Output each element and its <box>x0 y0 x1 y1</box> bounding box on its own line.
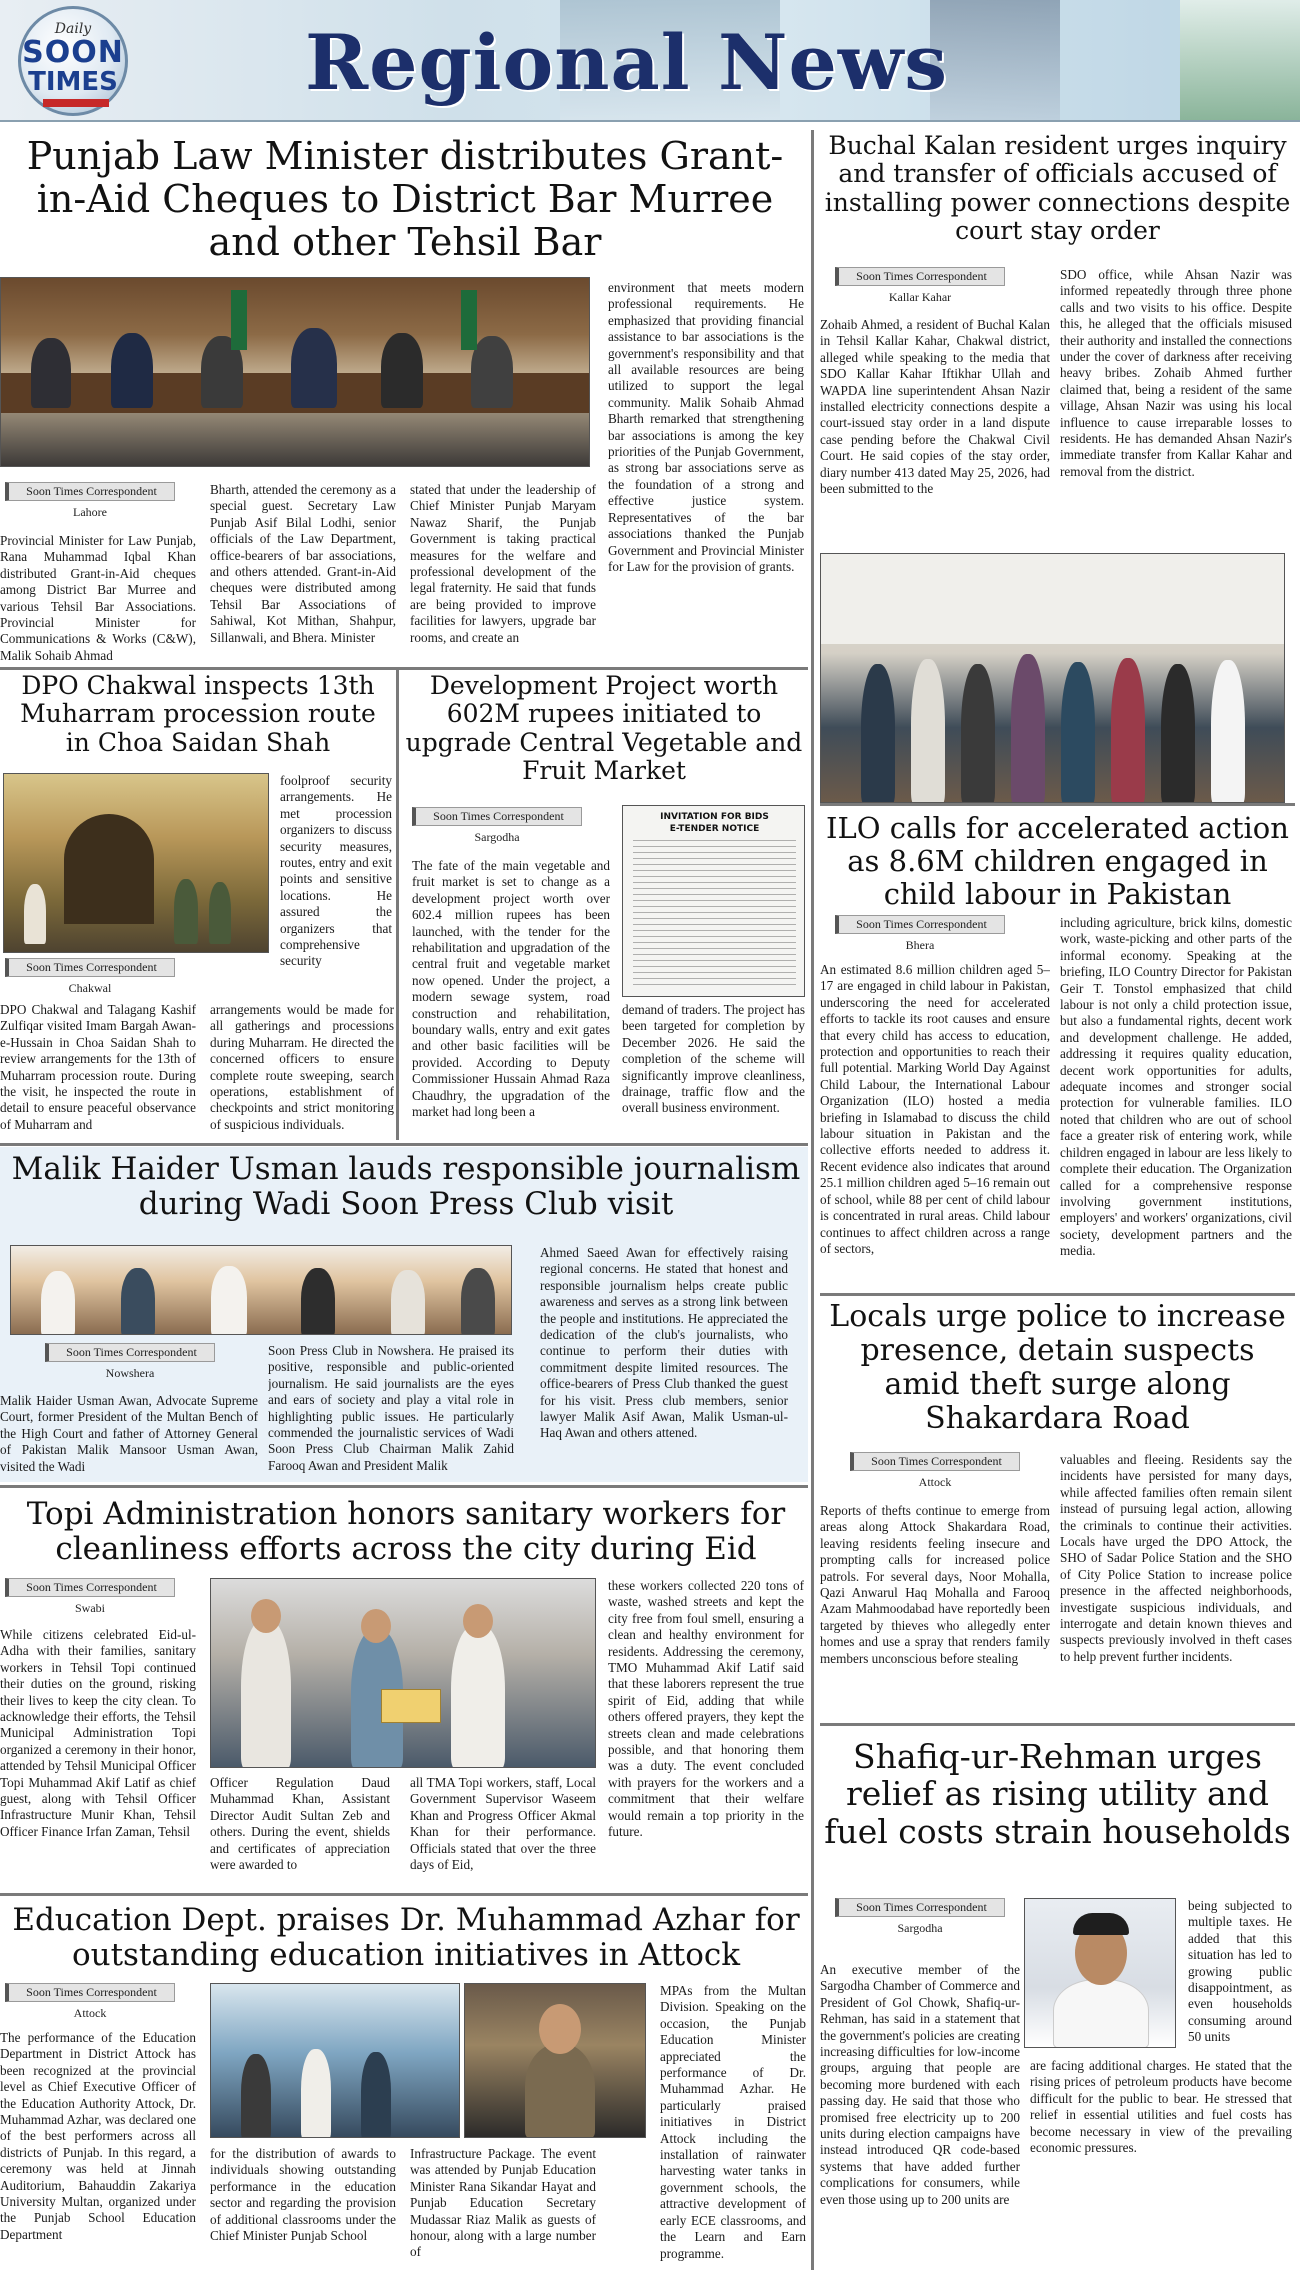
shafiq-byline-tag: Soon Times Correspondent <box>835 1898 1005 1917</box>
topi-byline <box>5 1578 175 1616</box>
education-col-1: The performance of the Education Department in District Attock has been recognized at the provincial level as Chief Executive Officer of the Education Authority Attock, Dr. Muhammad Azhar, was declared one of the best performers across all districts of Punjab. In this regard, a ceremony was held at Jinnah Auditorium, Bahauddin Zakariya University Multan, organized under the Punjab School Education Department <box>0 2030 196 2242</box>
divider-ilo <box>820 803 1295 806</box>
dev-col-1: The fate of the main vegetable and fruit market is set to change as a development project worth over 602.4 million rupees has been launched, with the tender for the rehabilitation and upgradation of the central fruit and vegetable market now opened. Under the project, a modern sewage system, road construction and rehabilitation, boundary walls, entry and exit gates and other basic facilities will be provided. According to Deputy Commissioner Hussain Ahmad Raza Chaudhry, the upgradation of the market had long been a <box>412 858 610 1120</box>
notice-subtitle: E-TENDER NOTICE <box>669 824 760 834</box>
buchal-headline: Buchal Kalan resident urges inquiry and transfer of officials accused of installing power connections despite court stay order <box>824 131 1291 245</box>
topi-location: Swabi <box>75 1601 105 1615</box>
punjab-headline: Punjab Law Minister distributes Grant-in-Aid Cheques to District Bar Murree and other Tehsil Bar <box>26 134 784 264</box>
education-byline <box>5 1983 175 2021</box>
dpo-location: Chakwal <box>68 981 112 995</box>
malik-col-1: Malik Haider Usman Awan, Advocate Supreme Court, former President of the Multan Bench of the High Court and father of Attorney General of Pakistan Malik Mansoor Usman Awan, visited the Wadi <box>0 1393 258 1474</box>
dpo-col-right: foolproof security arrangements. He met procession organizers to discuss security measures, routes, entry and exit points and sensitive locations. He assured the organizers that comprehensive security <box>280 773 392 969</box>
dev-byline-tag: Soon Times Correspondent <box>412 807 582 826</box>
punjab-meeting-photo <box>0 277 590 467</box>
topi-col-2: Officer Regulation Daud Muhammad Khan, Assistant Director Audit Sultan Zeb and others. During the event, shields and certificates of appreciation were awarded to <box>210 1775 390 1873</box>
shafiq-location: Sargodha <box>897 1921 943 1935</box>
ilo-location: Bhera <box>905 938 935 952</box>
education-col-4: MPAs from the Multan Division. Speaking on the occasion, the Punjab Education Minister appreciated the performance of Dr. Muhammad Azhar. He particularly praised initiatives in District Attock including the installation of rainwater harvesting water tanks in government schools, the attractive development of early ECE classrooms, and the Learn and Earn programme. <box>660 1983 806 2261</box>
dev-headline: Development Project worth 602M rupees initiated to upgrade Central Vegetable and Fruit Market <box>405 671 803 785</box>
malik-byline <box>45 1343 215 1381</box>
dpo-col-left: DPO Chakwal and Talagang Kashif Zulfiqar visited Imam Bargah Awan-e-Hussain in Choa Saidan Shah to review arrangements for the 13th of Muharram procession route. During the visit, he inspected the route in detail to ensure peaceful observance of Muharram and <box>0 1002 196 1132</box>
topi-byline-tag: Soon Times Correspondent <box>5 1578 175 1597</box>
topi-award-photo <box>210 1578 596 1768</box>
ilo-col-2: including agriculture, brick kilns, domestic work, waste-picking and other parts of the informal economy. Speaking at the briefing, ILO Country Director for Pakistan Geir T. Tonstol emphasized that child labour is not only a child protection issue, but also a fundamental rights, decent work and development challenge. He added, addressing it requires quality education, decent work opportunities for adults, adequate incomes and stronger social protection for vulnerable families. ILO noted that children who are out of school face a greater risk of entering work, while children engaged in labour are less likely to complete their education. The Organization called for a comprehensive response involving government institutions, employers' and workers' organizations, civil society, development partners and the media. <box>1060 915 1292 1259</box>
malik-location: Nowshera <box>105 1366 155 1380</box>
notice-title: INVITATION FOR BIDS <box>660 812 769 822</box>
topi-col-1: While citizens celebrated Eid-ul-Adha with their families, sanitary workers in Tehsil Topi continued their duties on the ground, risking their lives to keep the city clean. To acknowledge their efforts, the Tehsil Municipal Administration Topi organized a ceremony in their honor, attended by Tehsil Municipal Officer Topi Muhammad Akif Latif as chief guest, along with Tehsil Officer Infrastructure Munir Khan, Tehsil Officer Finance Irfan Zaman, Tehsil <box>0 1627 196 1839</box>
locals-location: Attock <box>918 1475 952 1489</box>
dev-tender-notice <box>622 805 805 997</box>
education-col-3: Infrastructure Package. The event was attended by Punjab Education Minister Rana Sikandar Hayat and Punjab Education Secretary Mudassar Riaz Malik as guests of honour, along with a large number of <box>410 2146 596 2260</box>
ilo-group-photo <box>820 553 1285 803</box>
logo-daily-text: Daily <box>54 21 92 37</box>
ilo-byline <box>835 915 1005 953</box>
malik-headline: Malik Haider Usman lauds responsible journalism during Wadi Soon Press Club visit <box>11 1151 801 1223</box>
education-byline-tag: Soon Times Correspondent <box>5 1983 175 2002</box>
dpo-headline: DPO Chakwal inspects 13th Muharram procession route in Choa Saidan Shah <box>20 671 376 757</box>
dev-col-2: demand of traders. The project has been targeted for completion by December 2026. He said the completion of the scheme will significantly improve cleanliness, drainage, traffic flow and the overall business environment. <box>622 1002 805 1116</box>
locals-headline: Locals urge police to increase presence, detain suspects amid theft surge along Shakardara Road <box>829 1299 1286 1436</box>
shafiq-byline <box>835 1898 1005 1936</box>
dpo-shrine-photo <box>3 773 269 953</box>
shafiq-col-1: An executive member of the Sargodha Chamber of Commerce and President of Gol Chowk, Shafiq-ur-Rehman, has said in a statement that the government's policies are creating increasing difficulties for low-income groups, arguing that people are becoming more burdened with each passing day. He said that those who promised free electricity up to 200 units during election campaigns have instead introduced QR code-based systems that have added further complications for consumers, while even those using up to 200 units are <box>820 1962 1020 2207</box>
buchal-col-1: Zohaib Ahmed, a resident of Buchal Kalan in Tehsil Kallar Kahar, Chakwal district, alleged while speaking to the media that SDO Kallar Kahar Iftikhar Ullah and WAPDA line superintendent Ahsan Nazir installed electricity connections despite a court-issued stay order in a land dispute case pending before the Chakwal Civil Court. He said copies of the stay order, diary number 413 dated May 25, 2026, had been submitted to the <box>820 317 1050 497</box>
divider-malik-top <box>0 1143 808 1146</box>
shafiq-headline: Shafiq-ur-Rehman urges relief as rising utility and fuel costs strain households <box>824 1737 1291 1851</box>
ilo-col-1: An estimated 8.6 million children aged 5–17 are engaged in child labour in Pakistan, underscoring the need for accelerated efforts to tackle its root causes and ensure that every child has access to education, protection and opportunities to reach their full potential. Marking World Day Against Child Labour, the International Labour Organization (ILO) hosted a media briefing in Islamabad to discuss the child labour situation in Pakistan and the collective efforts needed to address it. Recent evidence also indicates that around 25.1 million children aged 5–16 remain out of school, while 88 per cent of child labour is concentrated in rural areas. Child labour continues to affect children across a range of sectors, <box>820 962 1050 1256</box>
divider-shafiq <box>820 1723 1295 1726</box>
locals-col-1: Reports of thefts continue to emerge from areas along Attock Shakardara Road, leaving residents feeling insecure and prompting calls for increased police patrols. For several days, Noor Mohalla, Qazi Anwarul Haq Mohalla and Farooq Azam Mahmoodabad have reportedly been targeted by thieves who allegedly enter homes and use a spray that renders family members unconscious before stealing <box>820 1503 1050 1666</box>
buchal-byline <box>835 267 1005 305</box>
punjab-col-3: stated that under the leadership of Chief Minister Punjab Maryam Nawaz Sharif, the Punjab Government is taking practical measures for the welfare and professional development of the legal fraternity. He said that funds are being provided to improve facilities for lawyers, upgrade bar rooms, and create an <box>410 482 596 645</box>
logo-times-text: TIMES <box>28 67 118 97</box>
page-title: Regional News <box>305 18 949 107</box>
shafiq-col-2-bottom: are facing additional charges. He stated that the rising prices of petroleum products have become difficult for the public to bear. He stressed that relief in essential utilities and fuel costs has become necessary in view of the prevailing economic pressures. <box>1030 2058 1292 2156</box>
education-location: Attock <box>73 2006 107 2020</box>
education-ceremony-photo <box>210 1983 460 2138</box>
malik-byline-tag: Soon Times Correspondent <box>45 1343 215 1362</box>
shafiq-col-2-top: being subjected to multiple taxes. He added that this situation has led to growing public disappointment, as even households consuming around 50 units <box>1188 1898 1292 2045</box>
dev-location: Sargodha <box>474 830 520 844</box>
punjab-byline <box>5 482 175 520</box>
punjab-col-1: Provincial Minister for Law Punjab, Rana Muhammad Iqbal Khan distributed Grant-in-Aid cheques among District Bar Murree and various Tehsil Bar Associations. Provincial Minister for Communications & Works (C&W), Malik Sohaib Ahmad <box>0 533 196 663</box>
education-headline: Education Dept. praises Dr. Muhammad Azhar for outstanding education initiatives in Attock <box>12 1902 800 1974</box>
topi-col-4: these workers collected 220 tons of waste, washed streets and kept the city free from foul smell, ensuring a clean and healthy environment for residents. Addressing the ceremony, TMO Muhammad Akif Latif said that these laborers represent the true spirit of Eid, adding that while others offered prayers, they kept the streets clean and made celebrations possible, and that honoring them was a duty. The event concluded with prayers for the workers and a commitment that their welfare would remain a top priority in the future. <box>608 1578 804 1840</box>
malik-press-club-photo <box>10 1245 512 1335</box>
shafiq-portrait-photo <box>1024 1898 1176 2048</box>
ilo-byline-tag: Soon Times Correspondent <box>835 915 1005 934</box>
dev-byline <box>412 807 582 845</box>
dpo-byline <box>5 958 175 996</box>
buchal-byline-tag: Soon Times Correspondent <box>835 267 1005 286</box>
dpo-byline-tag: Soon Times Correspondent <box>5 958 175 977</box>
topi-col-3: all TMA Topi workers, staff, Local Government Supervisor Waseem Khan and Progress Officer Akmal Khan for their performance. Officials stated that over the three days of Eid, <box>410 1775 596 1873</box>
locals-byline <box>850 1452 1020 1490</box>
punjab-col-2: Bharth, attended the ceremony as a special guest. Secretary Law Punjab Asif Bilal Lodhi, senior officials of the Law Department, office-bearers of bar associations, and others attended. Grant-in-Aid cheques were distributed among Tehsil Bar Associations of Sahiwal, Kot Mithan, Shahpur, Sillanwali, and Bhera. Minister <box>210 482 396 645</box>
divider-topi <box>0 1485 808 1488</box>
soon-times-logo <box>18 6 128 116</box>
topi-headline: Topi Administration honors sanitary workers for cleanliness efforts across the city during Eid <box>26 1496 786 1568</box>
malik-col-2: Soon Press Club in Nowshera. He praised its positive, responsible and public-oriented journalism. He said journalists are the eyes and ears of society and play a vital role in highlighting public issues. He particularly commended the journalistic services of Wadi Soon Press Club Chairman Malik Zahid Farooq Awan and President Malik <box>268 1343 514 1473</box>
punjab-col-4: environment that meets modern professional requirements. He emphasized that providing financial assistance to bar associations is the government's responsibility and that all available resources are being utilized to support the legal community. Malik Sohaib Ahmad Bharth remarked that strengthening bar associations is among the key priorities of the Punjab Government, as strong bar associations serve as the foundation of a strong and effective justice system. Representatives of the bar associations thanked the Punjab Government and Provincial Minister for Law for the provision of grants. <box>608 280 804 574</box>
dpo-col-bottom: arrangements would be made for all gatherings and processions during Muharram. He directed the concerned officers to ensure complete route sweeping, search operations, establishment of checkpoints and strict monitoring of suspicious individuals. <box>210 1002 394 1132</box>
logo-red-bar <box>43 99 109 107</box>
logo-soon-text: SOON <box>22 35 124 70</box>
locals-col-2: valuables and fleeing. Residents say the incidents have persisted for many days, while affected families often remain silent instead of pursuing legal action, allowing the criminals to continue their activities. Locals have urged the DPO Attock, the SHO of Sadar Police Station and the SHO of City Police Station to increase police presence in the affected neighborhoods, investigate suspicious individuals, and interrogate and detain known thieves and suspects previously involved in theft cases to help prevent further incidents. <box>1060 1452 1292 1664</box>
punjab-byline-tag: Soon Times Correspondent <box>5 482 175 501</box>
buchal-location: Kallar Kahar <box>888 290 952 304</box>
masthead-flag-monument <box>1180 0 1300 122</box>
masthead <box>0 0 1300 122</box>
column-divider-main <box>811 130 814 2270</box>
divider-locals <box>820 1293 1295 1296</box>
locals-byline-tag: Soon Times Correspondent <box>850 1452 1020 1471</box>
divider-punjab <box>0 667 808 670</box>
divider-education <box>0 1893 808 1896</box>
buchal-col-2: SDO office, while Ahsan Nazir was informed repeatedly through three phone calls and two visits to his office. Despite this, he alleged that the officials misused their authority and installed the connections under the cover of darkness after receiving heavy bribes. Zohaib Ahmed further claimed that, being a resident of the same village, Ahsan Nazir was using his local influence to cause irreparable losses to residents. He has demanded Ahsan Nazir's immediate transfer from Kallar Kahar and removal from the district. <box>1060 267 1292 479</box>
education-col-2: for the distribution of awards to individuals showing outstanding performance in the education sector and regarding the provision of additional classrooms under the Chief Minister Punjab School <box>210 2146 396 2244</box>
divider-dpo-dev <box>396 670 399 1140</box>
punjab-location: Lahore <box>73 505 107 519</box>
masthead-photo-collage <box>930 0 1060 122</box>
malik-col-3: Ahmed Saeed Awan for effectively raising regional concerns. He stated that honest and responsible journalism helps create public awareness and serves as a strong link between the people and institutions. He appreciated the dedication of the club's journalists, who continue to perform their duties with commitment despite limited resources. The office-bearers of Press Club thanked the guest for his visit. Press club members, senior lawyer Malik Asif Awan, Malik Usman-ul-Haq Awan and others attened. <box>540 1245 788 1441</box>
education-portrait-photo <box>464 1983 646 2138</box>
ilo-headline: ILO calls for accelerated action as 8.6M children engaged in child labour in Pakistan <box>826 811 1289 911</box>
